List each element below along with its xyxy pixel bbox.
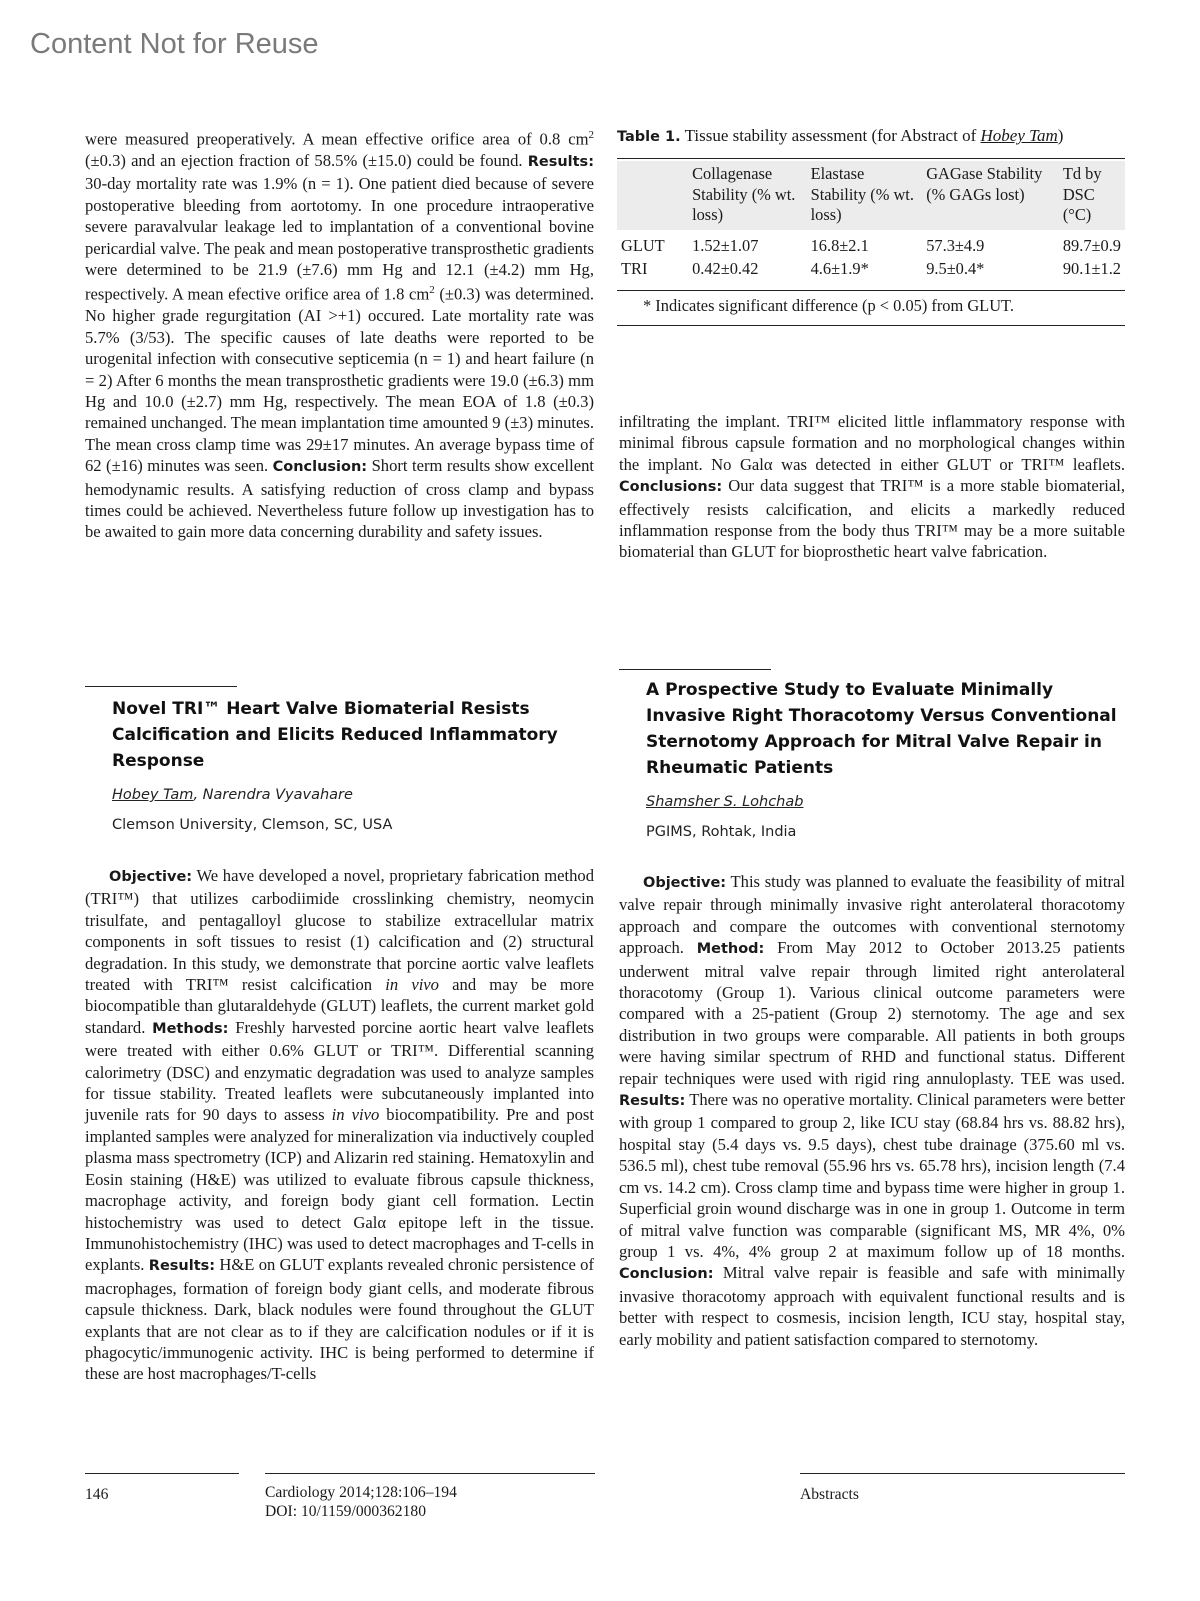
section-name: Abstracts [800, 1486, 859, 1503]
abstract2-body: Objective: This study was planned to evaluate the feasibility of mitral valve repair through minimally invasive right anterolateral thoracotomy approach and compare the outcomes with conventional sternotomy approach. Method: From May 2012 to October 2013.25 patients underwent mitral valve repair through limited right anterolateral thoracotomy (Group 1). Various clinical outcome parameters were compared with a 25-patient (Group 2) sternotomy. The age and sex distribution in two groups were comparable. All patients in both groups were having similar spectrum of RHD and functional status. Different repair techniques were used with rigid ring annuloplasty. TEE was used. Results: There was no operative mortality. Clinical parameters were better with group 1 compared to group 2, like ICU stay (68.84 hrs vs. 88.82 hrs), hospital stay (5.4 days vs. 9.5 days), chest tube drainage (375.60 ml vs. 536.5 ml), chest tube removal (55.96 hrs vs. 65.78 hrs), incision length (7.4 cm vs. 14.2 cm). Cross clamp time and bypass time were higher in group 1. Superficial groin wound discharge was in one in group 1. Outcome in term of mitral valve function was comparable (significant MS, MR 4%, 0% group 1 vs. 4%, 4% group 2 at maximum follow up of 18 months. Conclusion: Mitral valve repair is feasible and safe with minimally invasive thoracotomy approach with equivalent functional results and is better with respect to cosmesis, incision length, ICU stay, hospital stay, early mobility and patient satisfaction compared to sternotomy. [619, 872, 1125, 1349]
abstract2-title: A Prospective Study to Evaluate Minimally Invasive Right Thoracotomy Versus Conventional Sternotomy Approach for Mitral Valve Repair in Rheumatic Patients [646, 680, 1117, 778]
abstract1-rule [85, 686, 237, 687]
table-header-row [617, 161, 1125, 230]
table-header-cell: Elastase Stability (% wt. loss) [807, 161, 923, 230]
left-top-text: were measured preoperatively. A mean effective orifice area of 0.8 $cm^2$ (±0.3) and an ejection fraction of 58.5% (±15.0) could be found. Results: 30-day mortality rate was 1.9% (n = 1). One patient died because of severe postoperative bleeding from aortotomy. In one procedure intraoperative severe paravalvular leakage led to implantation of a conventional bovine pericardial valve. The peak and mean postoperative transprosthetic gradients were determined to be 21.9 (±7.6) mm Hg and 12.1 (±4.2) mm Hg, respectively. A mean efective orifice area of 1.8 $cm^2$ (±0.3) was determined. No higher grade regurgitation (AI >+1) occured. Late mortality rate was 5.7% (3/53). The specific causes of late deaths were reported to be urogenital infection with consecutive septicemia (n = 1) and heart failure (n = 2) After 6 months the mean transprosthetic gradients were 19.0 (±6.3) mm Hg and 10.0 (±2.7) mm Hg, respectively. The mean EOA of 1.8 (±0.3) remained unchanged. The mean implantation time amounted 9 (±3) minutes. The mean cross clamp time was 29±17 minutes. An average bypass time of 62 (±16) minutes was seen. Conclusion: Short term results show excellent hemodynamic results. A satisfying reduction of cross clamp and bypass times could be achieved. Nevertheless future follow up investigation has to be awaited to gain more data concerning durability and safety issues. [85, 129, 594, 542]
table-bottom-rule [617, 325, 1125, 326]
doi: DOI: 10/1159/000362180 [265, 1503, 426, 1520]
table-header-cell: GAGase Stability (% GAGs lost) [922, 161, 1059, 230]
table-cell: TRI [621, 258, 648, 278]
table-mid-rule [617, 290, 1125, 291]
table-header-cell: Td by DSC (°C) [1059, 161, 1125, 230]
page-number: 146 [85, 1486, 109, 1503]
journal-citation: Cardiology 2014;128:106–194 DOI: 10/1159/000362180 [265, 1484, 457, 1520]
abstract1-affiliation: Clemson University, Clemson, SC, USA [112, 817, 393, 833]
table-header-cell: Collagenase Stability (% wt. loss) [688, 161, 807, 230]
table-cell: 0.42±0.42 [692, 258, 759, 278]
abstract2-affiliation: PGIMS, Rohtak, India [646, 824, 797, 840]
footer-rule-right [800, 1473, 1125, 1474]
table-cell: 90.1±1.2 [1062, 258, 1121, 278]
table-cell: 16.8±2.1 [810, 235, 869, 255]
footer-rule-mid [265, 1473, 595, 1474]
table-cell: GLUT [621, 235, 665, 255]
presenting-author: Shamsher S. Lohchab [646, 794, 804, 810]
right-top-text: infiltrating the implant. TRI™ elicited little inflammatory response with minimal fibrous capsule formation and no morphological changes within the implant. No Galα was detected in either GLUT or TRI™ leaflets. Conclusions: Our data suggest that TRI™ is a more stable biomaterial, effectively resists calcification, and elicits a markedly reduced inflammation response from the body thus TRI™ may be a more suitable biomaterial than GLUT for bioprosthetic heart valve fabrication. [619, 412, 1125, 562]
table-cell: 57.3±4.9 [926, 235, 985, 255]
table-cell: 1.52±1.07 [692, 235, 759, 255]
tissue-stability-table [617, 161, 1125, 287]
table-footnote: * Indicates significant difference (p < 0.05) from GLUT. [643, 296, 1014, 315]
table-row [617, 230, 1125, 257]
table-cell: 89.7±0.9 [1062, 235, 1121, 255]
abstract1-title: Novel TRI™ Heart Valve Biomaterial Resists Calcification and Elicits Reduced Inflammatory Response [112, 699, 558, 771]
presenting-author: Hobey Tam [112, 787, 194, 803]
table-top-rule [617, 158, 1125, 159]
table-row [617, 257, 1125, 287]
abstract1-body: Objective: We have developed a novel, proprietary fabrication method (TRI™) that utilizes carbodiimide crosslinking chemistry, neomycin trisulfate, and pentagalloyl glucose to stabilize extracellular matrix components in soft tissues to resist (1) calcification and (2) structural degradation. In this study, we demonstrate that porcine aortic valve leaflets treated with TRI™ resist calcification in vivo and may be more biocompatible than glutaraldehyde (GLUT) leaflets, the current market gold standard. Methods: Freshly harvested porcine aortic heart valve leaflets were treated with either 0.6% GLUT or TRI™. Differential scanning calorimetry (DSC) and enzymatic degradation was used to analyze samples for tissue stability. Treated leaflets were subcutaneously implanted into juvenile rats for 90 days to assess in vivo biocompatibility. Pre and post implanted samples were analyzed for mineralization via inductively coupled plasma mass spectrometry (ICP) and Alizarin red staining. Hematoxylin and Eosin staining (H&E) was utilized to evaluate fibrous capsule thickness, macrophage activity, and foreign body giant cell formation. Lectin histochemistry was used to detect Galα epitope left in the tissue. Immunohistochemistry (IHC) was used to detect macrophages and T-cells in explants. Results: H&E on GLUT explants revealed chronic persistence of macrophages, formation of foreign body giant cells, and moderate fibrous capsule thickness. Dark, black nodules were found throughout the GLUT explants that are not clear as to if they are calcification nodules or if it is phagocytic/immunogenic activity. IHC is being performed to determine if these are host macrophages/T-cells [85, 866, 594, 1384]
table-cell: 9.5±0.4* [926, 258, 985, 278]
footer-rule-left [85, 1473, 239, 1474]
abstract2-authors [646, 794, 803, 810]
table-header-cell [617, 161, 688, 230]
abstract1-authors: Hobey Tam, Narendra Vyavahare [112, 787, 353, 803]
watermark: Content Not for Reuse [30, 28, 319, 60]
abstract2-rule [619, 669, 771, 670]
table-cell: 4.6±1.9* [810, 258, 869, 278]
table-caption: Table 1. Tissue stability assessment (for Abstract of Hobey Tam) [617, 126, 1064, 145]
